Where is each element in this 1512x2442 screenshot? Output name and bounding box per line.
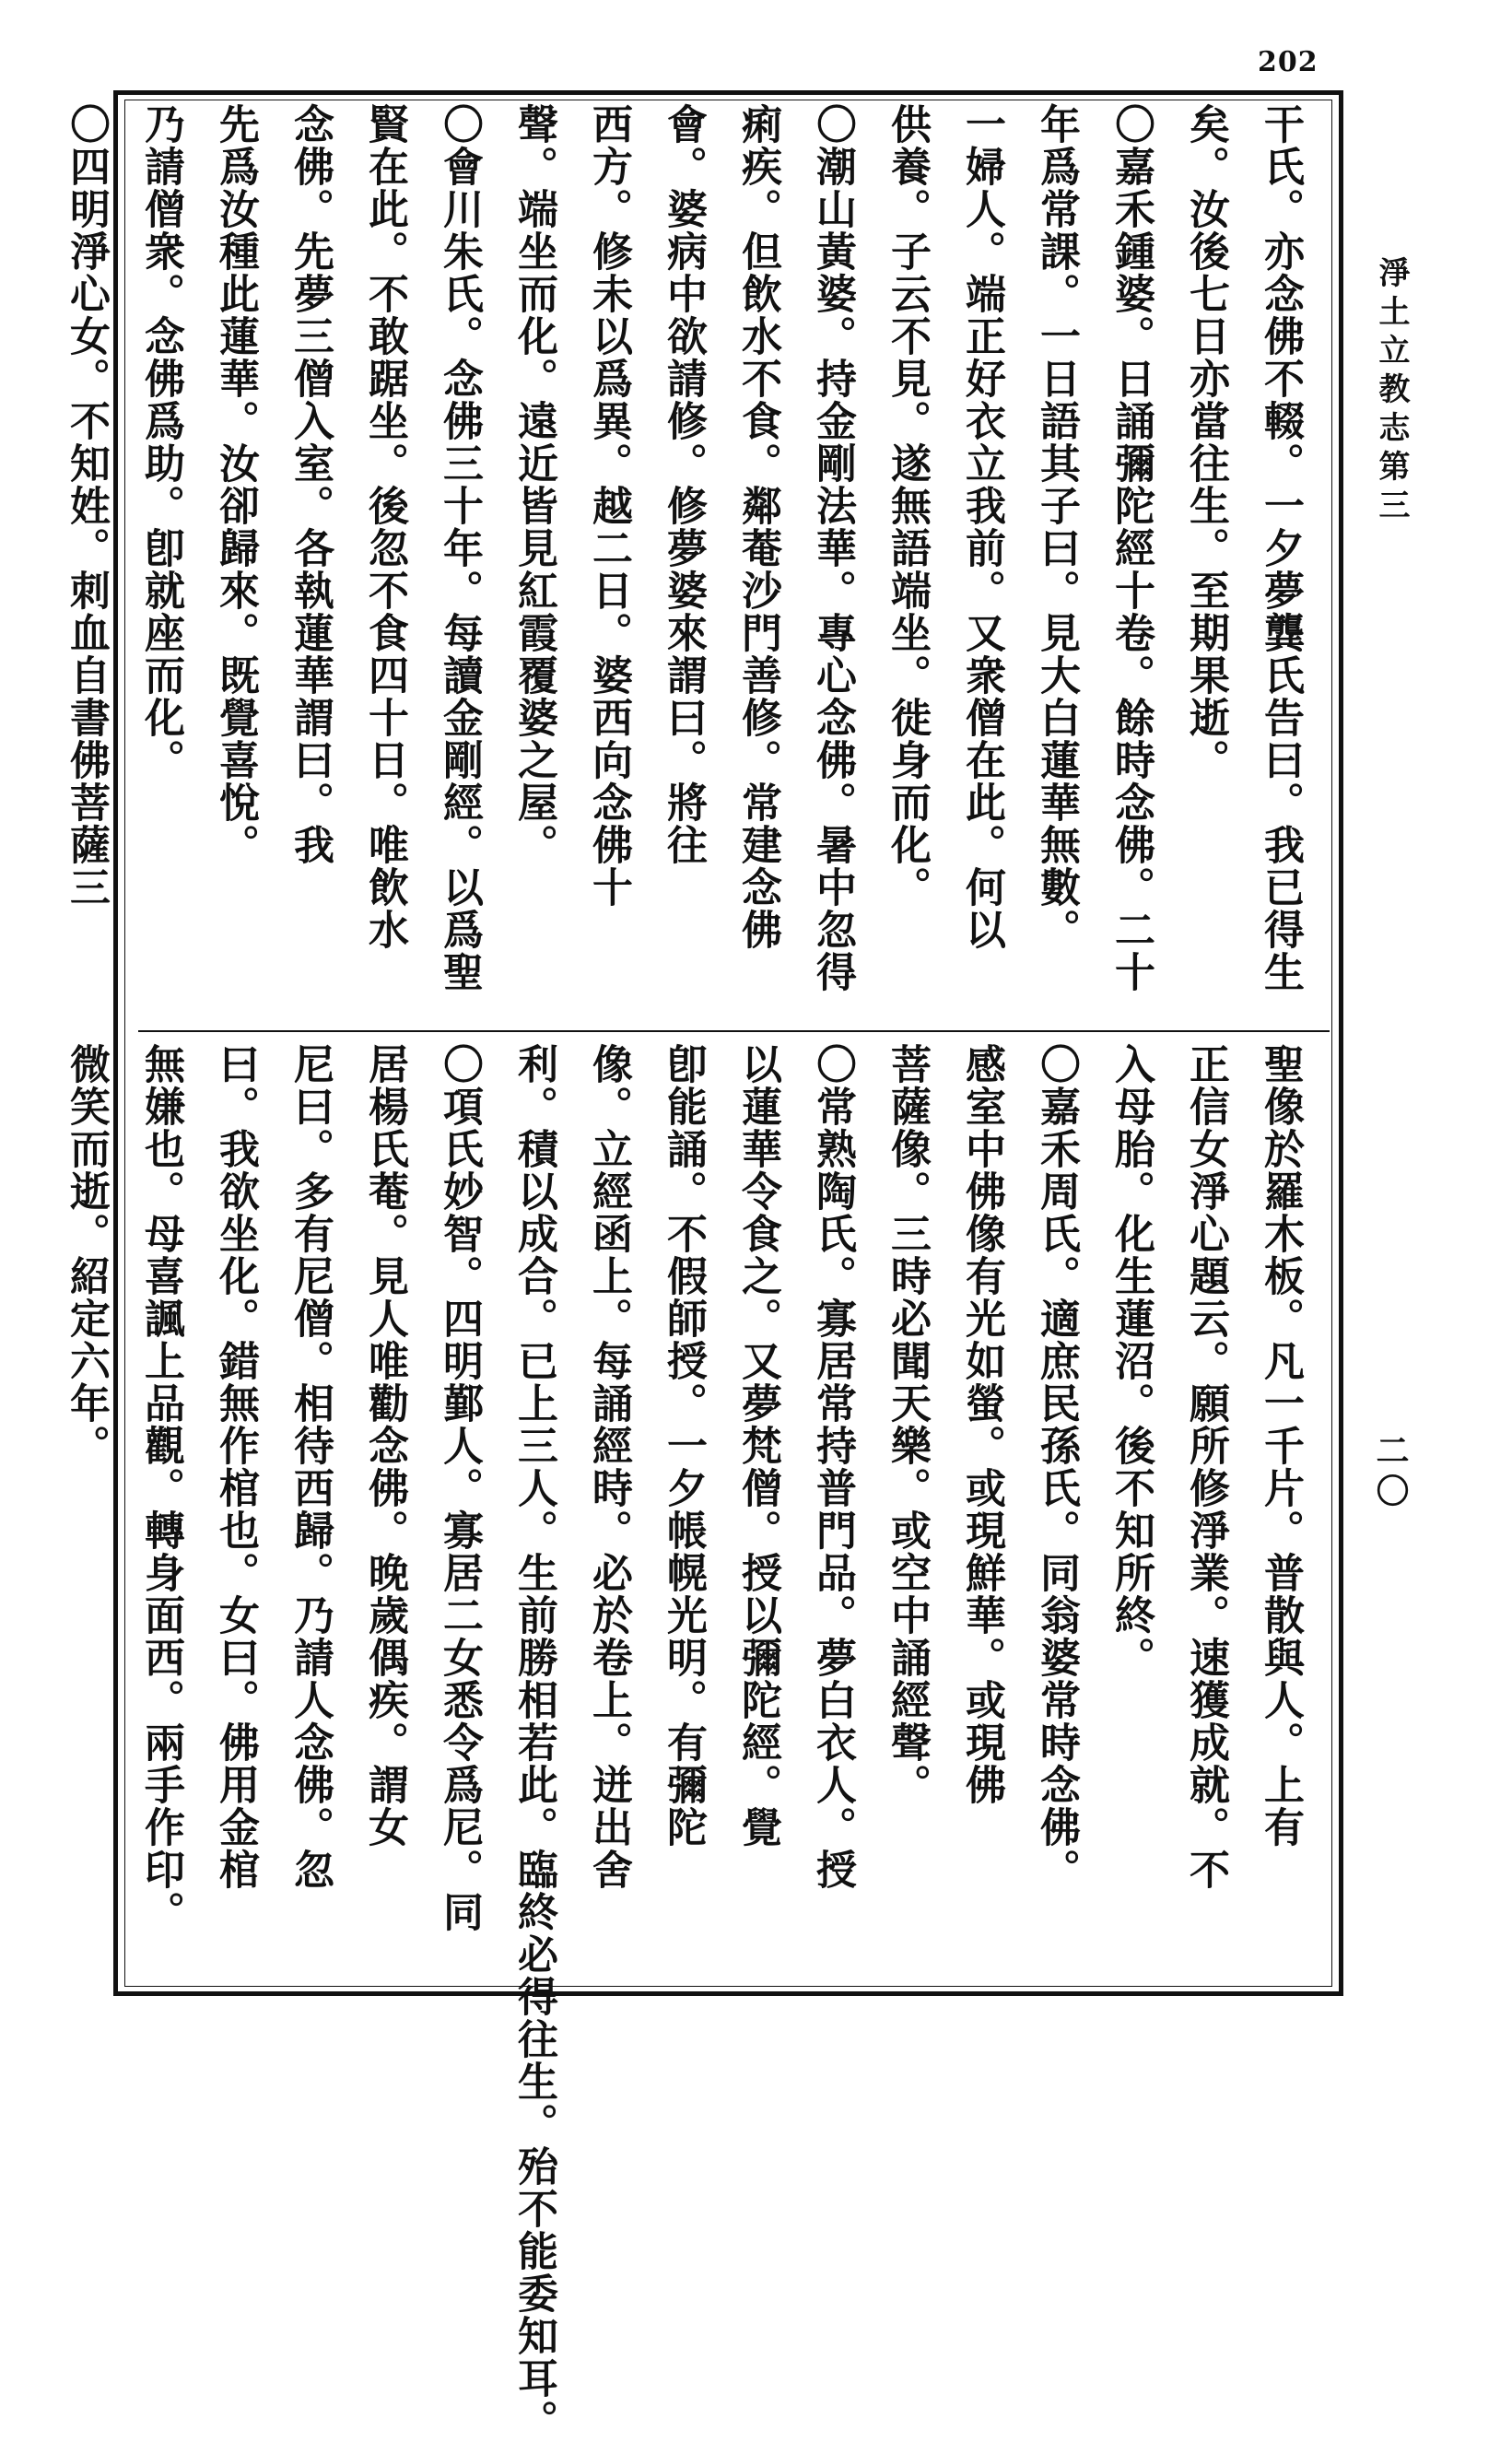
text-column: 菩薩像。三時必聞天樂。或空中誦經聲。 bbox=[884, 1043, 931, 1806]
text-column: 利。積以成合。已上三人。生前勝相若此。臨終必得往生。殆不能委知耳。 bbox=[510, 1043, 557, 2442]
text-column: 矣。汝後七日亦當往生。至期果逝。 bbox=[1182, 103, 1229, 781]
text-column: 以蓮華令食之。又夢梵僧。授以彌陀經。覺 bbox=[734, 1043, 781, 1849]
text-column: 一婦人。端正好衣立我前。又衆僧在此。何以 bbox=[958, 103, 1005, 951]
text-column: 〇常熟陶氏。寡居常持普門品。夢白衣人。授 bbox=[809, 1043, 856, 1891]
text-column: 年爲常課。一日語其子曰。見大白蓮華無數。 bbox=[1033, 103, 1080, 951]
text-column: 聖像於羅木板。凡一千片。普散與人。上有 bbox=[1257, 1043, 1304, 1849]
running-title: 淨土立教志第三 bbox=[1373, 256, 1410, 527]
text-column: 感室中佛像有光如螢。或現鮮華。或現佛 bbox=[958, 1043, 1005, 1806]
lower-text-block bbox=[63, 1043, 1318, 2442]
text-column: 卽能誦。不假師授。一夕帳幌光明。有彌陀 bbox=[660, 1043, 707, 1849]
section-divider bbox=[138, 1030, 1330, 1032]
text-column: 無嫌也。母喜諷上品觀。轉身面西。兩手作印。 bbox=[137, 1043, 184, 1933]
text-column: 〇嘉禾周氏。適庶民孫氏。同翁婆常時念佛。 bbox=[1033, 1043, 1080, 1891]
text-column: 入母胎。化生蓮沼。後不知所終。 bbox=[1108, 1043, 1155, 1679]
text-column: 像。立經函上。每誦經時。必於卷上。迸出舍 bbox=[585, 1043, 632, 1891]
text-column: 曰。我欲坐化。錯無作棺也。女曰。佛用金棺 bbox=[212, 1043, 259, 1891]
text-column: 供養。子云不見。遂無語端坐。徙身而化。 bbox=[884, 103, 931, 909]
text-column: 痢疾。但飲水不食。鄰菴沙門善修。常建念佛 bbox=[734, 103, 781, 951]
text-column: 聲。端坐而化。遠近皆見紅霞覆婆之屋。 bbox=[510, 103, 557, 866]
text-column: 〇會川朱氏。念佛三十年。每讀金剛經。以爲聖 bbox=[436, 103, 483, 993]
text-column: 正信女淨心題云。願所修淨業。速獲成就。不 bbox=[1182, 1043, 1229, 1891]
text-column: 乃請僧衆。念佛爲助。卽就座而化。 bbox=[137, 103, 184, 781]
text-column: 念佛。先夢三僧入室。各執蓮華謂曰。我 bbox=[287, 103, 334, 866]
text-column: 〇項氏妙智。四明鄞人。寡居二女悉令爲尼。同 bbox=[436, 1043, 483, 1933]
upper-text-block bbox=[63, 103, 1318, 1016]
text-column: 〇嘉禾鍾婆。日誦彌陀經十卷。餘時念佛。二十 bbox=[1108, 103, 1155, 993]
text-column: 尼曰。多有尼僧。相待西歸。乃請人念佛。忽 bbox=[287, 1043, 334, 1891]
text-column: 干氏。亦念佛不輟。一夕夢龔氏告曰。我已得生 bbox=[1257, 103, 1304, 993]
folio-number: 二〇 bbox=[1371, 1433, 1410, 1514]
text-column: 居楊氏菴。見人唯勸念佛。晚歲偶疾。謂女 bbox=[361, 1043, 408, 1849]
text-column: 會。婆病中欲請修。修夢婆來謂曰。將往 bbox=[660, 103, 707, 866]
text-column: 〇四明淨心女。不知姓。刺血自書佛菩薩三 bbox=[63, 103, 110, 909]
text-column: 先爲汝種此蓮華。汝卻歸來。既覺喜悅。 bbox=[212, 103, 259, 866]
text-column: 西方。修未以爲異。越二日。婆西向念佛十 bbox=[585, 103, 632, 909]
text-column: 〇潮山黃婆。持金剛法華。專心念佛。暑中忽得 bbox=[809, 103, 856, 993]
text-column: 賢在此。不敢踞坐。後忽不食四十日。唯飲水 bbox=[361, 103, 408, 951]
text-column: 微笑而逝。紹定六年。 bbox=[63, 1043, 110, 1467]
page-number: 202 bbox=[1258, 46, 1319, 78]
